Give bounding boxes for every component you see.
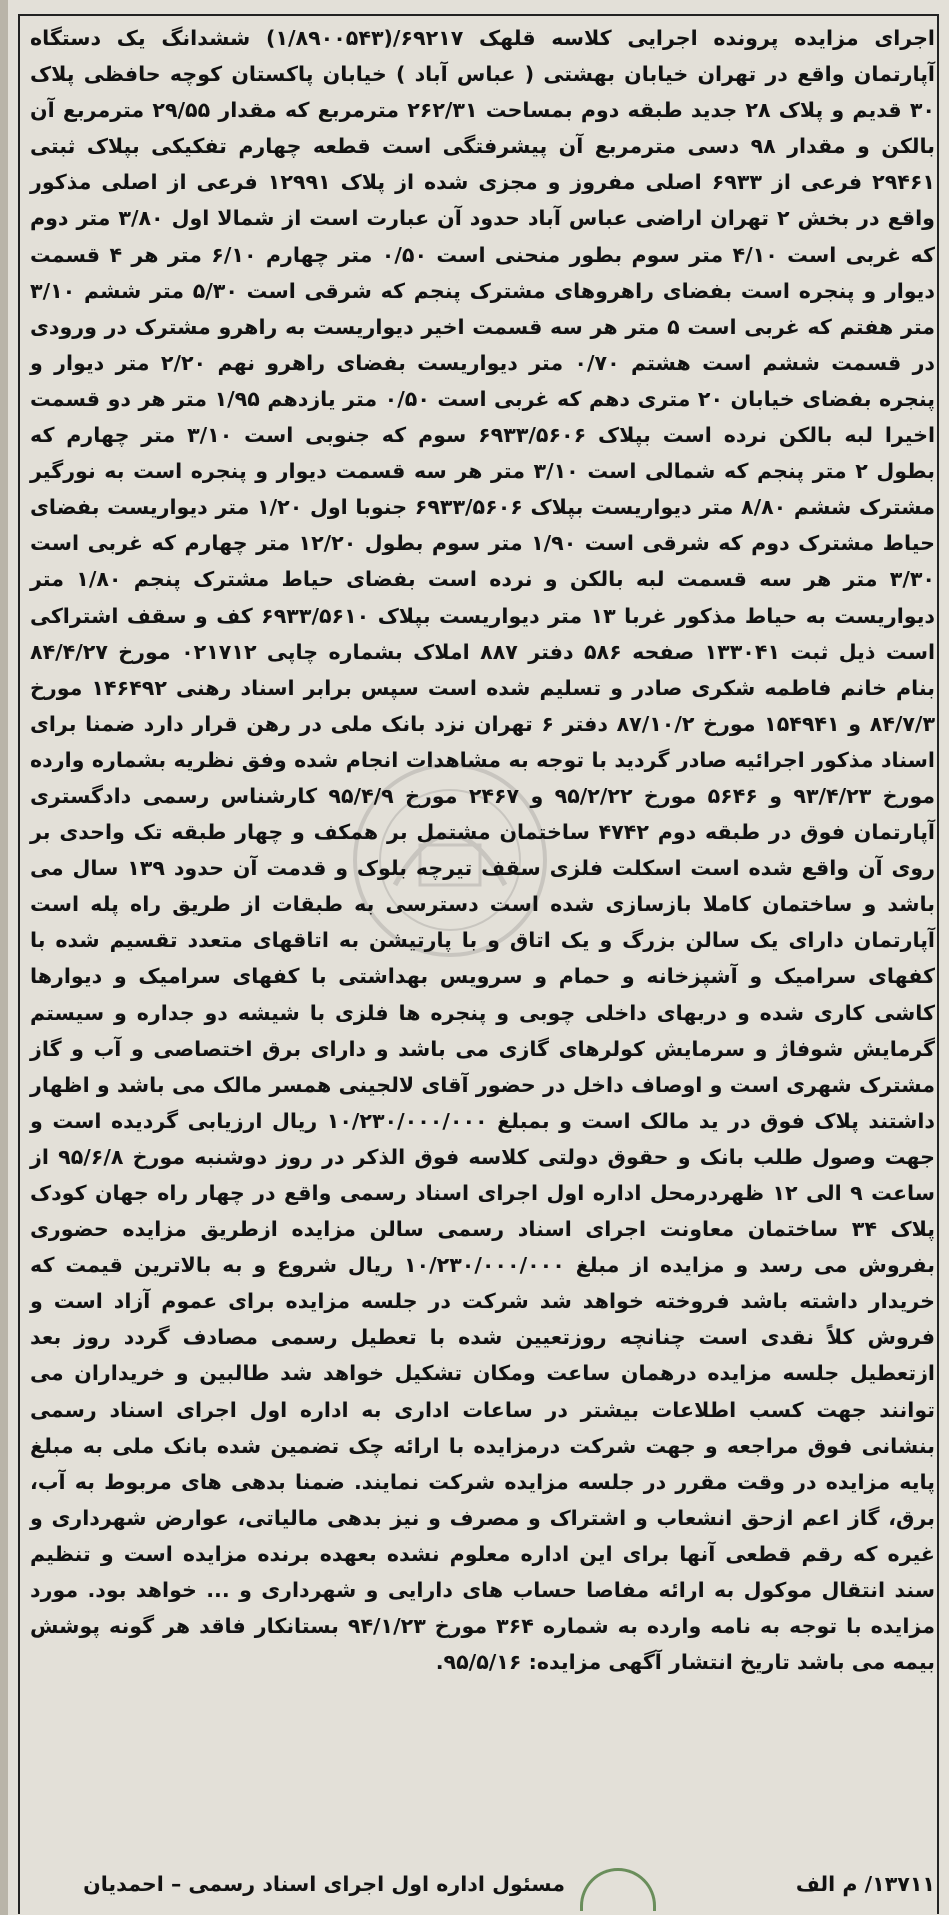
official-signature: مسئول اداره اول اجرای اسناد رسمی – احمدیان [83, 1872, 565, 1896]
notice-footer [30, 1872, 935, 1910]
notice-code: ۱۳۷۱۱/ م الف [795, 1872, 935, 1896]
adjacent-column-edge [0, 0, 8, 1915]
auction-notice-body: اجرای مزایده پرونده اجرایی کلاسه قلهک ۶۹۲۱۷/(۱/۸۹۰۰۵۴۳) ششدانگ یک دستگاه آپارتمان واقع در تهران خیابان بهشتی ( عباس آباد ) خیابان پاکستان کوچه حافظی پلاک ۳۰ قدیم و پلاک ۲۸ جدید طبقه دوم بمساحت ۲۶۲/۳۱ مترمربع که مقدار ۲۹/۵۵ مترمربع آن بالکن و مقدار ۹۸ دسی مترمربع آن پیشرفتگی است قطعه چهارم تفکیکی بپلاک ثبتی ۲۹۴۶۱ فرعی از ۶۹۳۳ اصلی مفروز و مجزی شده از پلاک ۱۲۹۹۱ فرعی از اصلی مذکور واقع در بخش ۲ تهران اراضی عباس آباد حدود آن عبارت است از شمالا اول ۳/۸۰ متر دوم که غربی است ۴/۱۰ متر سوم بطور منحنی است ۰/۵۰ متر چهارم ۶/۱۰ متر هر ۴ قسمت دیوار و پنجره است بفضای راهروهای مشترک پنجم که شرقی است ۵/۳۰ متر ششم ۳/۱۰ متر هفتم که غربی است ۵ متر هر سه قسمت اخیر دیواریست به راهرو مشترک در ورودی در قسمت ششم است هشتم ۰/۷۰ متر دیواریست بفضای راهرو نهم ۲/۲۰ متر دیوار و پنجره بفضای خیابان ۲۰ متری دهم که غربی است ۰/۵۰ متر یازدهم ۱/۹۵ متر هر دو قسمت اخیرا لبه بالکن نرده است بپلاک ۶۹۳۳/۵۶۰۶ سوم که جنوبی است ۳/۱۰ متر چهارم که بطول ۲ متر پنجم که شمالی است ۳/۱۰ متر هر سه قسمت دیوار و پنجره است به نورگیر مشترک ششم ۸/۸۰ متر دیواریست بپلاک ۶۹۳۳/۵۶۰۶ جنوبا اول ۱/۲۰ متر دیواریست بفضای حیاط مشترک دوم که شرقی است ۱/۹۰ متر سوم بطول ۱۲/۲۰ متر چهارم که غربی است ۳/۳۰ متر هر سه قسمت لبه بالکن و نرده است بفضای حیاط مشترک پنجم ۱/۸۰ متر دیواریست به حیاط مذکور غربا ۱۳ متر دیواریست بپلاک ۶۹۳۳/۵۶۱۰ کف و سقف اشتراکی است ذیل ثبت ۱۳۳۰۴۱ صفحه ۵۸۶ دفتر ۸۸۷ املاک بشماره چاپی ۰۲۱۷۱۲ مورخ ۸۴/۴/۲۷ بنام خانم فاطمه شکری صادر و تسلیم شده است سپس برابر اسناد رهنی ۱۴۶۴۹۲ مورخ ۸۴/۷/۳ و ۱۵۴۹۴۱ مورخ ۸۷/۱۰/۲ دفتر ۶ تهران نزد بانک ملی در رهن قرار دارد ضمنا برای اسناد مذکور اجرائیه صادر گردید با توجه به مشاهدات انجام شده وفق نظریه بشماره وارده مورخ ۹۳/۴/۲۳ و ۵۶۴۶ مورخ ۹۵/۲/۲۲ و ۲۴۶۷ مورخ ۹۵/۴/۹ کارشناس رسمی دادگستری آپارتمان فوق در طبقه دوم ۴۷۴۲ ساختمان مشتمل بر همکف و چهار طبقه تک واحدی بر روی آن واقع شده است اسکلت فلزی سقف تیرچه بلوک و قدمت آن حدود ۱۳۹ سال می باشد و ساختمان کاملا بازسازی شده است دسترسی به طبقات از طریق راه پله است آپارتمان دارای یک سالن بزرگ و یک اتاق و با پارتیشن به اتاقهای متعدد تقسیم شده با کفهای سرامیک و آشپزخانه و حمام و سرویس بهداشتی با کفهای سرامیک و دیوارها کاشی کاری شده و دربهای داخلی چوبی و پنجره ها فلزی با شیشه دو جداره و سیستم گرمایش شوفاژ و سرمایش کولرهای گازی می باشد و دارای برق اختصاصی و آب و گاز مشترک شهری است و اوصاف داخل در حضور آقای لالجینی همسر مالک می باشد و اظهار داشتند پلاک فوق در ید مالک است و بمبلغ ۱۰/۲۳۰/۰۰۰/۰۰۰ ریال ارزیابی گردیده است و جهت وصول طلب بانک و حقوق دولتی کلاسه فوق الذکر در روز دوشنبه مورخ ۹۵/۶/۸ از ساعت ۹ الی ۱۲ ظهردرمحل اداره اول اجرای اسناد رسمی واقع در چهار راه جهان کودک پلاک ۳۴ ساختمان معاونت اجرای اسناد رسمی سالن مزایده ازطریق مزایده حضوری بفروش می رسد و مزایده از مبلغ ۱۰/۲۳۰/۰۰۰/۰۰۰ ریال شروع و به بالاترین قیمت که خریدار داشته باشد فروخته خواهد شد شرکت در جلسه مزایده برای عموم آزاد است و فروش کلاً نقدی است چنانچه روزتعیین شده با تعطیل رسمی مصادف گردد روز بعد ازتعطیل جلسه مزایده درهمان ساعت ومکان تشکیل خواهد شد طالبین و خریداران می توانند جهت کسب اطلاعات بیشتر در ساعات اداری به اداره اول اجرای اسناد رسمی بنشانی فوق مراجعه و جهت شرکت درمزایده با ارائه چک تضمین شده بانک ملی به مبلغ پایه مزایده در وقت مقرر در جلسه مزایده شرکت نمایند. ضمنا بدهی های مربوط به آب، برق، گاز اعم ازحق انشعاب و اشتراک و مصرف و نیز بدهی مالیاتی، عوارض شهرداری و غیره که رقم قطعی آنها برای این اداره معلوم نشده بعهده برنده مزایده است و تنظیم سند انتقال موکول به ارائه مفاصا حساب های دارایی و شهرداری و ... خواهد بود. مورد مزایده با توجه به نامه وارده به شماره ۳۶۴ مورخ ۹۴/۱/۲۳ بستانکار فاقد هر گونه پوشش بیمه می باشد تاریخ انتشار آگهی مزایده: ۹۵/۵/۱۶. [30, 26, 936, 1675]
